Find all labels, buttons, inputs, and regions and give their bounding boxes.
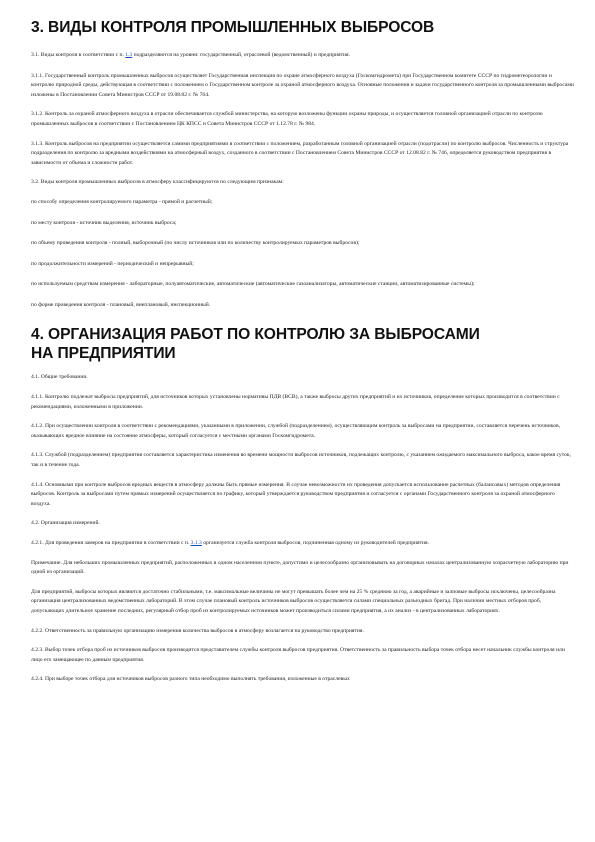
- paragraph-4-2-3: 4.2.3. Выбор точек отбора проб из источников выбросов производится представителем службы контроля выбросов предприятия. Ответственность за правильность выбора точек отбора несет начальник службы контроля или лицо его замещающее по данным предприятия.: [31, 647, 565, 663]
- link-clause-1-3[interactable]: 1.3: [125, 52, 133, 58]
- paragraph-3-1-2: 3.1.2. Контроль за охраной атмосферного воздуха в отрасли обеспечивается службой министерства, на которую возложены функции охраны природы, и осуществляется головной организацией отрасли по контролю промышленных выбросов в соответствии с Постановлением ЦК КПСС и Совета Министров СССР от 1.12.78 г. № 984.: [31, 111, 543, 127]
- paragraph-4-1: 4.1. Общие требования.: [31, 373, 88, 380]
- note-paragraph: Примечание. Для небольших промышленных предприятий, расположенных в одном населенном пункте, допустимо и целесообразно организовывать на договорных началах централизованную хозрасчетную лабораторию при одной из организаций.: [31, 559, 569, 576]
- link-clause-3-1-3[interactable]: 3.1.3: [190, 540, 202, 547]
- section-4-heading: [31, 325, 575, 363]
- classification-item: по используемым средствам измерения - лабораторные, полуавтоматические, автоматические (автоматические газоанализаторы, автоматические станции, автоматизированные системы);: [31, 281, 475, 288]
- classification-item: по месту контроля - источник выделения, источник выброса;: [31, 219, 177, 226]
- paragraph-3-2: 3.2. Виды контроля промышленных выбросов в атмосферу классифицируются по следующим признакам:: [31, 179, 284, 186]
- paragraph-4-2-1-text-before: 4.2.1. Для проведения замеров на предприятии в соответствии с п.: [31, 540, 191, 547]
- section-4-heading-line-1: 4. ОРГАНИЗАЦИЯ РАБОТ ПО КОНТРОЛЮ ЗА ВЫБРОСАМИ: [31, 325, 480, 343]
- paragraph-4-1-1: 4.1.1. Контролю подлежат выбросы предприятий, для источников которых установлены нормативы ПДВ (ВСВ), а также выбросы других предприятий и их источников, определение которых производится в соответствии с рекомендациями, изложенными в приложении.: [31, 394, 560, 410]
- classification-item: по форме проведения контроля - плановый, внеплановый, инспекционный.: [31, 301, 211, 308]
- paragraph-4-2-1-text-after: организуется служба контроля выбросов, подчиненная одному из руководителей предприятия.: [201, 540, 430, 547]
- paragraph-4-2-2: 4.2.2. Ответственность за правильную организацию измерения количества выбросов в атмосферу возлагается на руководство предприятия.: [31, 627, 364, 634]
- paragraph-4-2-4: 4.2.4. При выборе точек отбора для источников выбросов разного типа необходимо выполнять требования, изложенные в отраслевых: [31, 676, 350, 683]
- paragraph-small-enterprises: Для предприятий, выбросы которых являются достаточно стабильными, т.е. максимальные величины не могут превышать более чем на 25 % среднюю за год, а аварийные и залповые выбросы исключены, целесообразна организация централизованных ведомственных лабораторий. В этом случае плановый контроль источников выбросов осуществляется силами специальных разъездных бригад. При наличии местных отборов проб, допускающих длительное хранение последних, регулярный отбор проб из контролируемых источников может производиться силами предприятия, а их анализ - в централизованных лабораториях.: [31, 588, 556, 614]
- classification-item: по продолжительности измерений - периодический и непрерывный;: [31, 260, 194, 267]
- paragraph-3-1-1: 3.1.1. Государственный контроль промышленных выбросов осуществляет Государственная инспекция по охране атмосферного воздуха (Госкомгидромета) при Государственном комитете СССР по гидрометеорологии и контролю природной среды, действующая в соответствии с положением о Государственном контроле за охраной атмосферного воздуха. Основные положения и задачи государственного контроля за промышленными выбросами изложены в Постановлении Совета Министров СССР от 19.08.82 г. № 764.: [31, 72, 574, 98]
- paragraph-4-1-2: 4.1.2. При осуществлении контроля в соответствии с рекомендациями, указанными в приложении, службой (подразделением), осуществляющим контроль за выбросами на предприятии, составляется перечень источников, оказывающих вредное влияние на состояние атмосферы, который согласуется с местными органами Госкомгидромета.: [31, 423, 561, 439]
- paragraph-4-2: 4.2. Организация измерений.: [31, 520, 100, 527]
- paragraph-3-1-3: 3.1.3. Контроль выбросов на предприятии осуществляется самими предприятиями в соответствии с положением, разработанным головной организацией отрасли (подотрасли) по контролю выбросов. Численность и структура подразделения по контролю за вредными воздействиями на атмосферный воздух, созданного в соответствии с Постановлением Совета Министров СССР от 12.08.82 г. № 746, определяется руководством предприятия в зависимости от объема и сложности работ.: [31, 140, 569, 166]
- paragraph-4-1-4: 4.1.4. Основными при контроле выбросов вредных веществ в атмосферу должны быть прямые измерения. В случае невозможности их проведения допускается использование расчетных (балансовых) методов определения выбросов. Контроль за выбросами путем прямых измерений осуществляется по графику, который утверждается руководством предприятия и согласуется с органами Государственного контроля за охраной атмосферного воздуха.: [31, 481, 561, 507]
- classification-item: по способу определения контролируемого параметра - прямой и расчетный;: [31, 198, 213, 205]
- paragraph-3-1-text-after: подразделяются на уровни: государственный, отраслевой (ведомственный) и предприятия.: [132, 52, 351, 58]
- classification-item: по объему проведения контроля - полный, выборочный (по числу источников или по количеству контролируемых параметров выбросов);: [31, 240, 360, 247]
- paragraph-3-1-text-before: 3.1. Виды контроля в соответствии с п.: [31, 52, 126, 58]
- paragraph-4-2-1: [31, 539, 575, 549]
- section-4-heading-line-2: НА ПРЕДПРИЯТИИ: [31, 344, 176, 362]
- paragraph-3-1: [31, 51, 575, 61]
- section-3-heading: 3. ВИДЫ КОНТРОЛЯ ПРОМЫШЛЕННЫХ ВЫБРОСОВ: [31, 19, 435, 36]
- paragraph-4-1-3: 4.1.3. Службой (подразделением) предприятия составляется характеристика изменения во времени мощности выбросов источников, подлежащих контролю, с указанием ожидаемого максимального выброса, какое время суток, так и в течение года.: [31, 452, 572, 469]
